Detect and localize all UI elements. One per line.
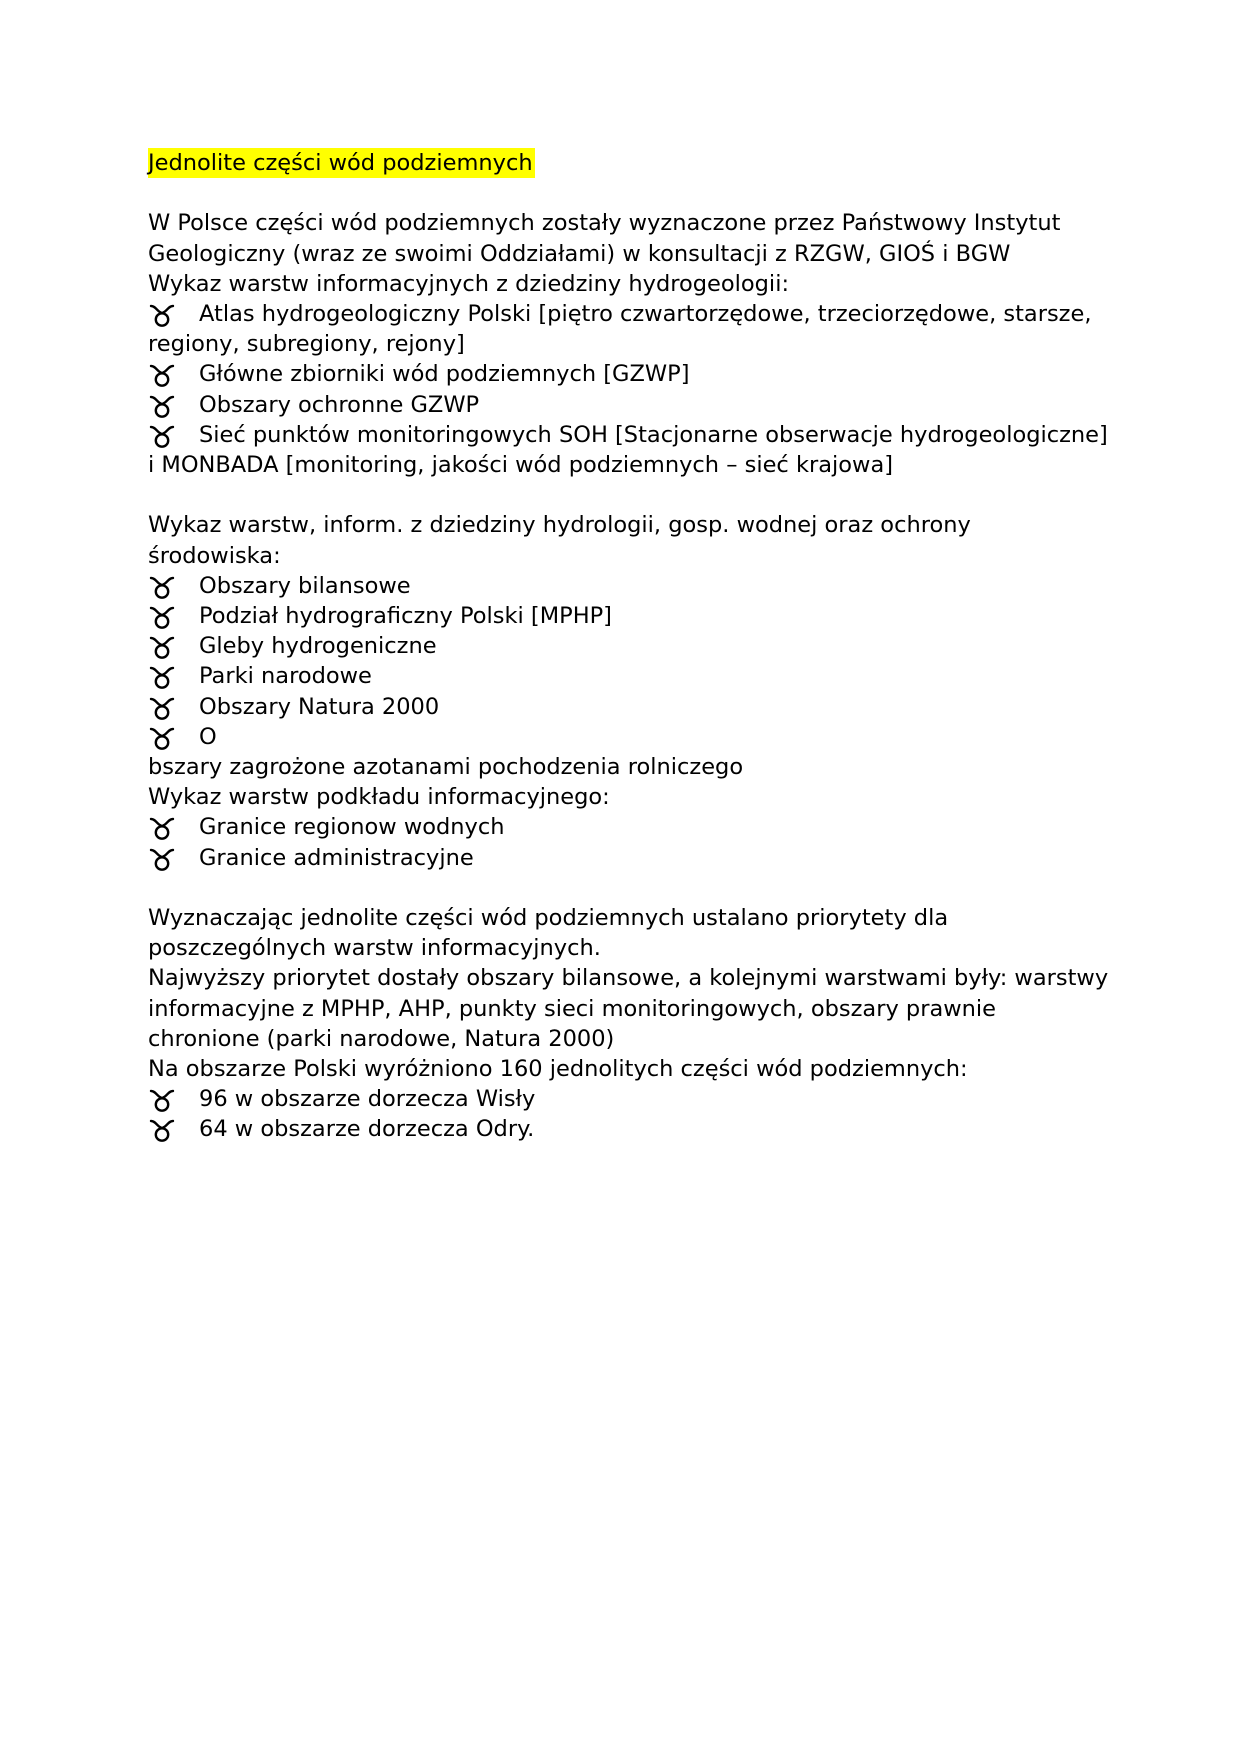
paragraph-line: Wyznaczając jednolite części wód podziemnych ustalano priorytety dla <box>148 905 949 932</box>
paragraph-line: Najwyższy priorytet dostały obszary bilansowe, a kolejnymi warstwami były: warstwy <box>148 965 1109 992</box>
taurus-bullet-icon <box>148 361 176 389</box>
taurus-bullet-icon <box>148 724 176 752</box>
taurus-bullet-icon <box>148 301 176 329</box>
taurus-bullet-icon <box>148 633 176 661</box>
spacer <box>148 480 1108 510</box>
list-item-text: Atlas hydrogeologiczny Polski [piętro czwartorzędowe, trzeciorzędowe, starsze, <box>199 301 1092 327</box>
list-item-text: Obszary Natura 2000 <box>199 693 440 720</box>
paragraph-line: Na obszarze Polski wyróżniono 160 jednolitych części wód podziemnych: <box>148 1056 968 1083</box>
intro-line: Wykaz warstw informacyjnych z dziedziny hydrogeologii: <box>148 270 790 297</box>
taurus-bullet-icon <box>148 603 176 631</box>
list-item-text: Obszary ochronne GZWP <box>199 391 480 418</box>
list-item <box>148 1084 1108 1114</box>
list-item <box>148 722 1108 752</box>
list-item-text: 96 w obszarze dorzecza Wisły <box>199 1086 536 1113</box>
list-item-text: Główne zbiorniki wód podziemnych [GZWP] <box>199 361 690 388</box>
section-heading: środowiska: <box>148 542 281 569</box>
list-item-text: Granice administracyjne <box>199 844 474 871</box>
taurus-bullet-icon <box>148 845 176 873</box>
title-line <box>148 148 1108 178</box>
intro-line: W Polsce części wód podziemnych zostały wyznaczone przez Państwowy Instytut <box>148 210 1061 237</box>
list-item-text: Gleby hydrogeniczne <box>199 633 437 660</box>
document-page <box>148 148 1108 1145</box>
list-item-text: Sieć punktów monitoringowych SOH [Stacjonarne obserwacje hydrogeologiczne] <box>199 421 1108 448</box>
taurus-bullet-icon <box>148 573 176 601</box>
list-item-continuation: i MONBADA [monitoring, jakości wód podziemnych – sieć krajowa] <box>148 452 894 479</box>
section-heading: Wykaz warstw podkładu informacyjnego: <box>148 784 610 811</box>
list-item <box>148 692 1108 722</box>
list-item <box>148 420 1108 450</box>
list-item-continuation: regiony, subregiony, rejony] <box>148 331 465 358</box>
paragraph-line: chronione (parki narodowe, Natura 2000) <box>148 1025 615 1052</box>
list-item-continuation: bszary zagrożone azotanami pochodzenia rolniczego <box>148 754 744 781</box>
paragraph-line: informacyjne z MPHP, AHP, punkty sieci monitoringowych, obszary prawnie <box>148 995 996 1022</box>
list-item <box>148 299 1108 329</box>
list-item-text: Obszary bilansowe <box>199 572 411 599</box>
document-title: Jednolite części wód podziemnych <box>148 148 535 178</box>
list-item-text: Granice regionow wodnych <box>199 814 505 841</box>
taurus-bullet-icon <box>148 663 176 691</box>
taurus-bullet-icon <box>148 422 176 450</box>
list-item-text: Podział hydrograficzny Polski [MPHP] <box>199 603 612 630</box>
taurus-bullet-icon <box>148 694 176 722</box>
list-item <box>148 843 1108 873</box>
taurus-bullet-icon <box>148 814 176 842</box>
list-item <box>148 571 1108 601</box>
section-heading: Wykaz warstw, inform. z dziedziny hydrologii, gosp. wodnej oraz ochrony <box>148 512 971 539</box>
taurus-bullet-icon <box>148 392 176 420</box>
taurus-bullet-icon <box>148 1086 176 1114</box>
list-item-text: Parki narodowe <box>199 663 372 690</box>
list-item <box>148 1114 1108 1144</box>
list-item <box>148 812 1108 842</box>
intro-line: Geologiczny (wraz ze swoimi Oddziałami) w konsultacji z RZGW, GIOŚ i BGW <box>148 240 1011 267</box>
list-item <box>148 390 1108 420</box>
spacer <box>148 178 1108 208</box>
list-item-text: 64 w obszarze dorzecza Odry. <box>199 1116 535 1143</box>
spacer <box>148 873 1108 903</box>
list-item <box>148 631 1108 661</box>
list-item <box>148 359 1108 389</box>
list-item <box>148 661 1108 691</box>
taurus-bullet-icon <box>148 1116 176 1144</box>
list-item <box>148 601 1108 631</box>
list-item-text: O <box>199 723 217 750</box>
paragraph-line: poszczególnych warstw informacyjnych. <box>148 935 601 962</box>
